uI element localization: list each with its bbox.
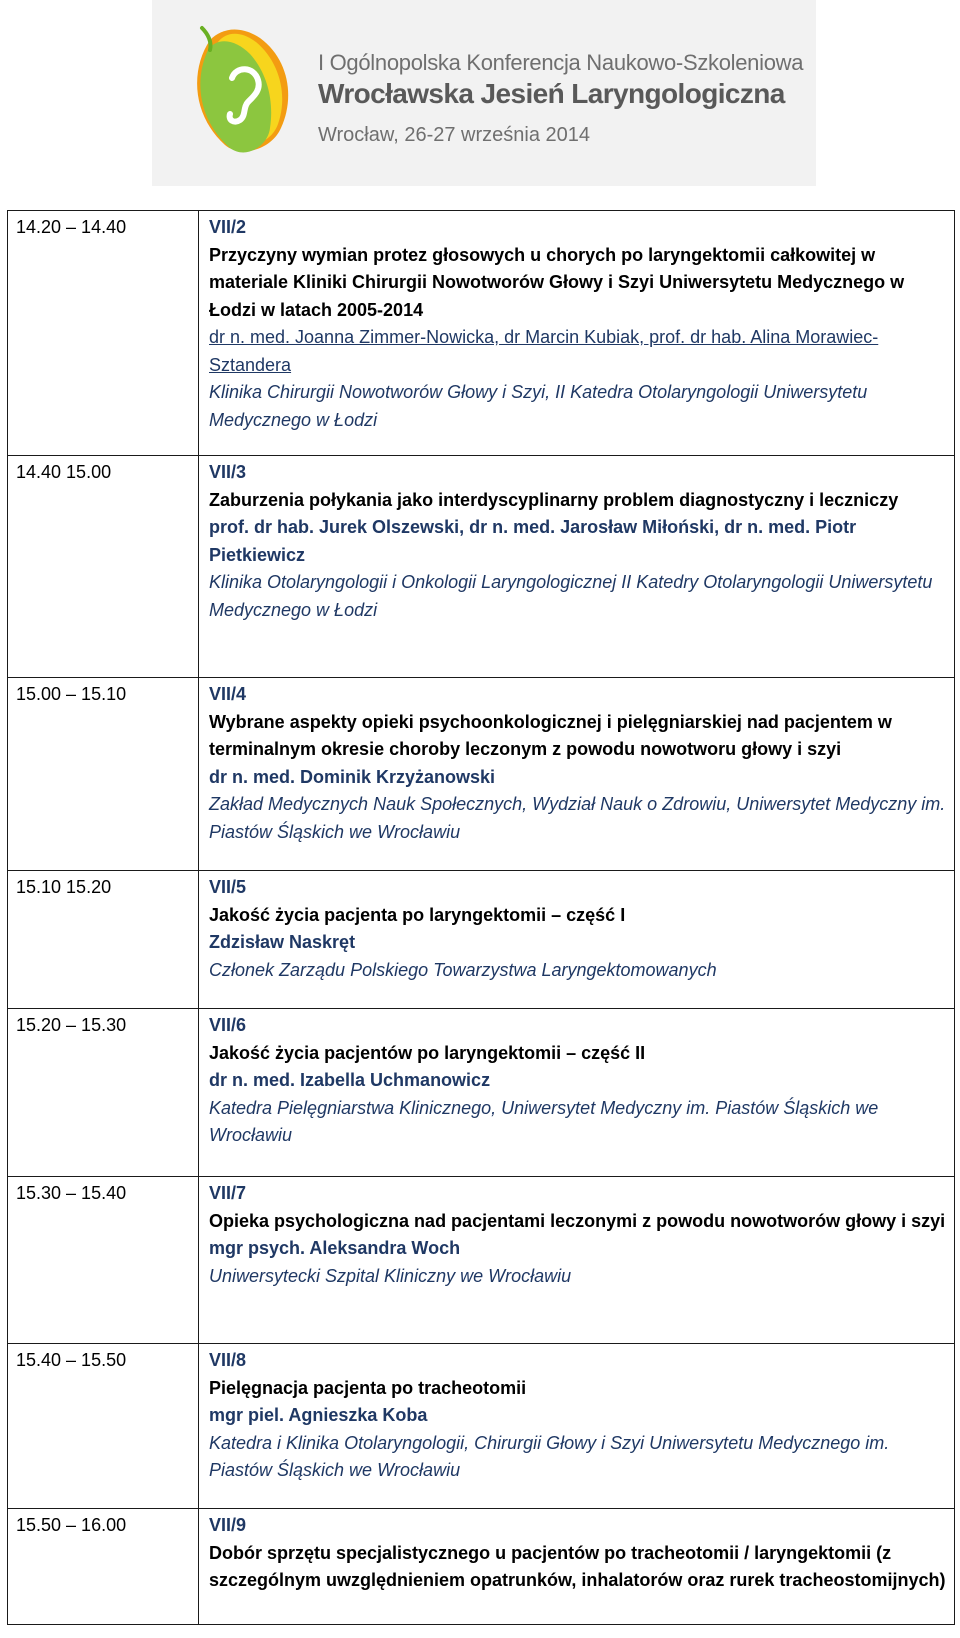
session-title: Opieka psychologiczna nad pacjentami leczonymi z powodu nowotworów głowy i szyi	[209, 1210, 946, 1231]
session-affiliation: Członek Zarządu Polskiego Towarzystwa Laryngektomowanych	[209, 959, 717, 980]
session-code: VII/5	[209, 877, 247, 897]
session-affiliation: Katedra Pielęgniarstwa Klinicznego, Uniwersytet Medyczny im. Piastów Śląskich we Wrocławiu	[209, 1097, 879, 1145]
session-authors: dr n. med. Dominik Krzyżanowski	[209, 766, 496, 787]
session-title: Wybrane aspekty opieki psychoonkologicznej i pielęgniarskiej nad pacjentem w terminalnym okresie choroby leczonym z powodu nowotworu głowy i szyi	[209, 711, 892, 759]
session-authors: dr n. med. Izabella Uchmanowicz	[209, 1070, 491, 1090]
session-title: Dobór sprzętu specjalistycznego u pacjentów po tracheotomii / laryngektomii (z szczególnym uwzględnieniem opatrunków, inhalatorów oraz rurek tracheostomijnych)	[209, 1542, 946, 1590]
conference-banner	[152, 0, 816, 186]
session-time: 15.40 – 15.50	[8, 1344, 199, 1509]
session-title: Jakość życia pacjenta po laryngektomii – część I	[209, 904, 626, 925]
session-authors: Zdzisław Naskręt	[209, 932, 356, 952]
session-info	[199, 871, 955, 1009]
session-info	[199, 1177, 955, 1344]
table-row	[8, 1009, 955, 1177]
session-code: VII/7	[209, 1183, 247, 1203]
session-time: 15.20 – 15.30	[8, 1009, 199, 1177]
session-time: 14.20 – 14.40	[8, 211, 199, 456]
session-affiliation: Zakład Medycznych Nauk Społecznych, Wydział Nauk o Zdrowiu, Uniwersytet Medyczny im. Piastów Śląskich we Wrocławiu	[209, 794, 946, 842]
conference-date-place: Wrocław, 26-27 września 2014	[318, 124, 590, 146]
session-info	[199, 211, 955, 456]
session-code: VII/3	[209, 462, 247, 482]
session-time: 15.30 – 15.40	[8, 1177, 199, 1344]
session-affiliation: Katedra i Klinika Otolaryngologii, Chirurgii Głowy i Szyi Uniwersytetu Medycznego im. Piastów Śląskich we Wrocławiu	[209, 1432, 890, 1480]
session-title: Jakość życia pacjentów po laryngektomii – część II	[209, 1042, 646, 1063]
session-authors: mgr psych. Aleksandra Woch	[209, 1238, 461, 1258]
session-time: 15.50 – 16.00	[8, 1509, 199, 1625]
session-affiliation: Klinika Chirurgii Nowotworów Głowy i Szyi, II Katedra Otolaryngologii Uniwersytetu Medycznego w Łodzi	[209, 382, 868, 430]
session-authors: prof. dr hab. Jurek Olszewski, dr n. med. Jarosław Miłoński, dr n. med. Piotr Pietkiewicz	[209, 517, 857, 565]
table-row	[8, 871, 955, 1009]
session-authors: dr n. med. Joanna Zimmer-Nowicka, dr Marcin Kubiak, prof. dr hab. Alina Morawiec-Sztandera	[209, 327, 879, 375]
session-affiliation: Uniwersytecki Szpital Kliniczny we Wrocławiu	[209, 1265, 572, 1286]
session-code: VII/9	[209, 1515, 247, 1535]
table-row	[8, 456, 955, 678]
session-code: VII/2	[209, 217, 247, 237]
table-row	[8, 678, 955, 871]
session-title: Zaburzenia połykania jako interdyscyplinarny problem diagnostyczny i leczniczy	[209, 489, 899, 510]
session-time: 15.00 – 15.10	[8, 678, 199, 871]
ear-leaf-logo-icon	[180, 20, 330, 160]
table-row	[8, 1509, 955, 1625]
session-info	[199, 1509, 955, 1625]
session-info	[199, 456, 955, 678]
session-authors: mgr piel. Agnieszka Koba	[209, 1405, 428, 1425]
session-time: 15.10 15.20	[8, 871, 199, 1009]
schedule-table	[7, 210, 955, 1625]
session-info	[199, 1009, 955, 1177]
session-info	[199, 678, 955, 871]
conference-title: Wrocławska Jesień Laryngologiczna	[318, 78, 785, 109]
conference-edition: I Ogólnopolska Konferencja Naukowo-Szkoleniowa	[318, 50, 804, 75]
session-info	[199, 1344, 955, 1509]
session-code: VII/8	[209, 1350, 247, 1370]
session-code: VII/4	[209, 684, 247, 704]
session-title: Przyczyny wymian protez głosowych u chorych po laryngektomii całkowitej w materiale Kliniki Chirurgii Nowotworów Głowy i Szyi Uniwersytetu Medycznego w Łodzi w latach 2005-2014	[209, 244, 905, 320]
session-code: VII/6	[209, 1015, 247, 1035]
session-title: Pielęgnacja pacjenta po tracheotomii	[209, 1377, 527, 1398]
table-row	[8, 1177, 955, 1344]
session-time: 14.40 15.00	[8, 456, 199, 678]
table-row	[8, 1344, 955, 1509]
table-row	[8, 211, 955, 456]
session-affiliation: Klinika Otolaryngologii i Onkologii Laryngologicznej II Katedry Otolaryngologii Uniwersytetu Medycznego w Łodzi	[209, 572, 933, 620]
